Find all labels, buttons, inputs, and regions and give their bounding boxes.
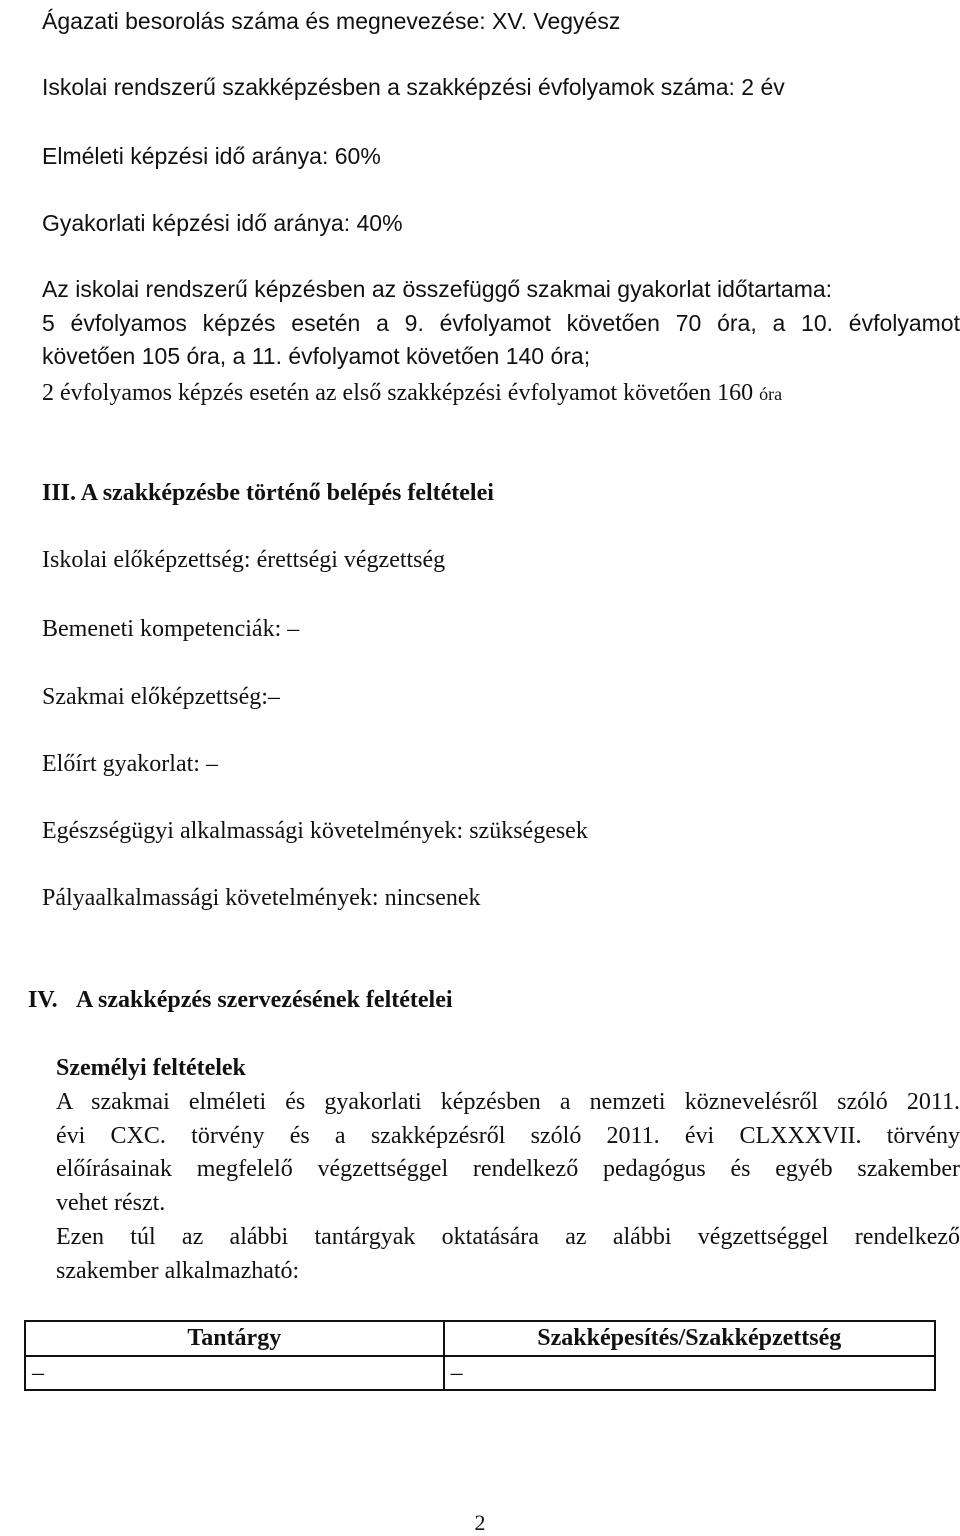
page-number: 2 <box>474 1510 486 1535</box>
table-row <box>25 1356 935 1390</box>
entry-req-item-5: Egészségügyi alkalmassági követelmények: szükségesek <box>42 818 588 844</box>
personnel-subheading: Személyi feltételek <box>56 1055 246 1081</box>
practice-ratio-line: Gyakorlati képzési idő aránya: 40% <box>42 210 403 236</box>
table-header-qualification: Szakképesítés/Szakképzettség <box>444 1321 935 1356</box>
practice-duration-line-3: követően 105 óra, a 11. évfolyamot követően 140 óra; <box>42 343 591 369</box>
personnel-paragraph-1 <box>56 1086 960 1220</box>
entry-req-item-6: Pályaalkalmassági követelmények: nincsenek <box>42 885 481 911</box>
classification-line: Ágazati besorolás száma és megnevezése: XV. Vegyész <box>42 8 621 34</box>
practice-duration-unit: óra <box>759 384 783 404</box>
section-4-heading: A szakképzés szervezésének feltételei <box>76 987 453 1013</box>
para2-line-1: Ezen túl az alábbi tantárgyak oktatására az alábbi végzettséggel rendelkező <box>56 1224 960 1250</box>
para1-line-4: vehet részt. <box>56 1189 166 1216</box>
para1-line-1: A szakmai elméleti és gyakorlati képzésben a nemzeti köznevelésről szóló 2011. <box>56 1089 960 1115</box>
subject-qualification-table <box>24 1320 936 1391</box>
para1-line-3: előírásainak megfelelő végzettséggel rendelkező pedagógus és egyéb szakember <box>56 1156 960 1182</box>
table-cell-qualification: – <box>444 1356 935 1390</box>
practice-duration-line-2: 5 évfolyamos képzés esetén a 9. évfolyamot követően 70 óra, a 10. évfolyamot <box>42 309 960 336</box>
section-4-number: IV. <box>28 987 58 1013</box>
years-line: Iskolai rendszerű szakképzésben a szakképzési évfolyamok száma: 2 év <box>42 74 785 100</box>
practice-duration-line-4-main: 2 évfolyamos képzés esetén az első szakképzési évfolyamot követően 160 <box>42 380 754 406</box>
practice-duration-line-4 <box>42 378 782 409</box>
table-header-subject: Tantárgy <box>25 1321 444 1356</box>
para1-line-2: évi CXC. törvény és a szakképzésről szóló 2011. évi CLXXXVII. törvény <box>56 1122 960 1149</box>
entry-req-item-3: Szakmai előképzettség:– <box>42 684 280 710</box>
section-3-heading: III. A szakképzésbe történő belépés feltételei <box>42 480 494 506</box>
entry-req-item-1: Iskolai előképzettség: érettségi végzettség <box>42 547 446 573</box>
entry-req-item-2: Bemeneti kompetenciák: – <box>42 616 300 642</box>
theory-ratio-line: Elméleti képzési idő aránya: 60% <box>42 143 381 169</box>
table-header-row <box>25 1321 935 1356</box>
personnel-paragraph-2 <box>56 1221 960 1288</box>
practice-duration-line-1: Az iskolai rendszerű képzésben az összefüggő szakmai gyakorlat időtartama: <box>42 276 833 302</box>
practice-duration-block <box>42 273 960 374</box>
para2-line-2: szakember alkalmazható: <box>56 1257 300 1284</box>
table-cell-subject: – <box>25 1356 444 1390</box>
entry-req-item-4: Előírt gyakorlat: – <box>42 751 218 777</box>
